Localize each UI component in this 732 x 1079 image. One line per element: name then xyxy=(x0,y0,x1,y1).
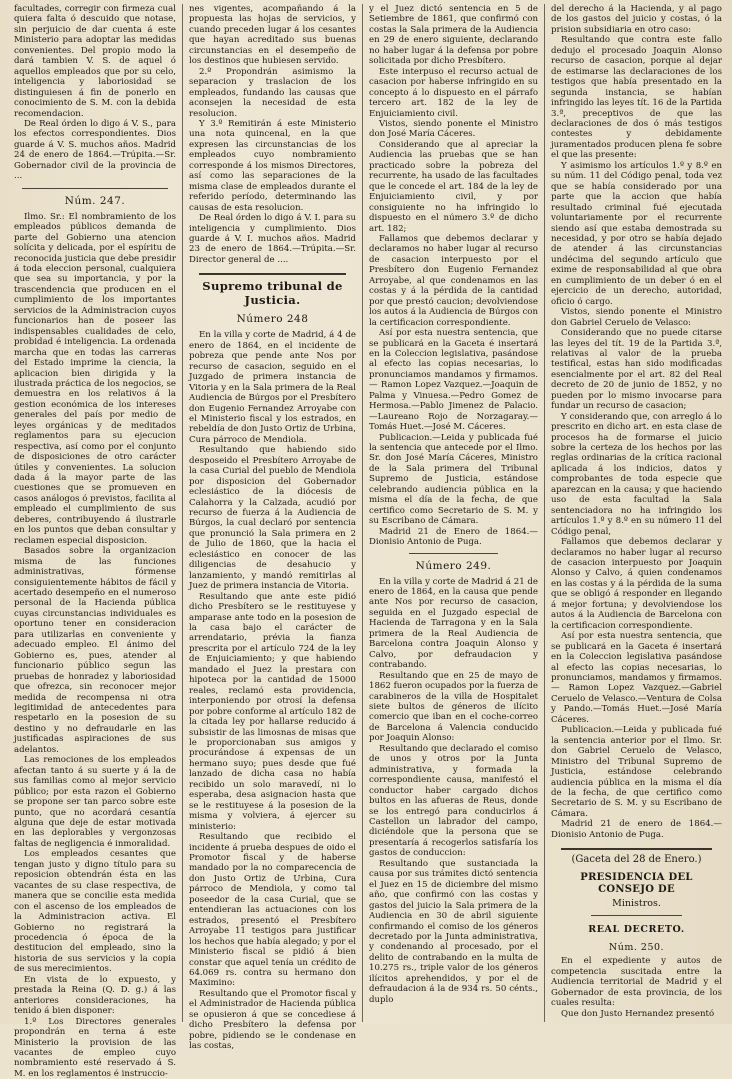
article-paragraph: De Real órden lo digo á V. S., para los efectos correspondientes. Dios guarde á V. S. muchos años. Madrid 24 de enero de 1864.—Trúpita.—Sr. Gobernador civil de la provincia de ... xyxy=(14,118,176,182)
article-paragraph: Así por esta nuestra sentencia, que se publicará en la Gaceta é insertará en la Coleccion legislativa, pasándose al efecto las copias necesarias, lo pronunciamos mandamos y firmamos.— Ramon Lopez Vazquez.—Joaquin de Palma y Vinuesa.—Pedro Gomez de Hermosa.—Pablo Jimenez de Palacio.—Laureano Rojo de Norzagaray.—Tomás Huet.—José M. Cáceres. xyxy=(369,328,538,433)
article-paragraph: Publicacion.—Leida y publicada fué la sentencia anterior por el Ilmo. Sr. don Gabriel Ceruelo de Velasco, Ministro del Tribunal Supremo de Justicia, estándose celebrando audiencia pública en la misma el día de la fecha, de que certifico como Secretario de S. M. y su Escribano de Cámara. xyxy=(551,725,722,819)
article-paragraph: Madrid 21 de enero de 1864.— Dionisio Antonio de Puga. xyxy=(551,819,722,840)
article-paragraph: Resultando que en 25 de mayo de 1862 fueron ocupados por la fuerza de carabineros de la villa de Hospitalet siete bultos de géneros de ilícito comercio que iban en el coche-correo de Barcelona á Valencia conducido por Joaquin Alonso: xyxy=(369,670,538,744)
article-paragraph: De Real órden lo digo á V. I. para su inteligencia y cumplimiento. Dios guarde á V. I. muchos años. Madrid 23 de enero de 1864.—Trúpita.—Sr. Director general de .... xyxy=(189,213,356,265)
column-divider-rule xyxy=(22,188,168,189)
article-paragraph: Considerando que no puede citarse las leyes del tít. 19 de la Partida 3.ª, relativas al valor de la prueba testifical, estas han sido modificadas esencialmente por el art. 82 del Real decreto de 20 de junio de 1852, y no pueden por lo mismo invocarse para fundar un recurso de casacion; xyxy=(551,328,722,412)
decree-number-heading: Número 248 xyxy=(236,313,309,326)
article-paragraph: Basados sobre la organizacion misma de las funciones administrativas, fórmense consiguientemente hábitos de fácil y acertado desempeño en el numeroso personal de la Hacienda pública cuyas circunstancias individuales es oportuno tener en consideracion para utilizarlas en conveniente y adecuado empleo. El ánimo del Gobierno es, pues, atender al funcionario público segun las pruebas de honradez y laboriosidad que ofrezca, sin reconocer mejor medida de recompensa ni otra legitimidad de antecedentes para respetarlo en la posesion de su destino y no defraudarle en las justificadas aspiraciones de sus adelantos. xyxy=(14,546,176,755)
article-paragraph: Resultando que habiendo sido desposeido el Presbítero Arroyabe de la casa Curial del pueblo de Mendiola por disposicion del Gobernador eclesiástico de la diócesis de Calahorra y la Calzada, acudió por recurso de fuerza á la Audiencia de Búrgos, la cual declaró por sentencia que pronunció la Sala primera en 2 de Julio de 1860, que la hacia el eclesiástico en conocer de las diligencias de desahucio y lanzamiento, y mandó remitirlas al Juez de primera instancia de Vitoria. xyxy=(189,445,356,592)
article-paragraph: En el expediente y autos de competencia suscitada entre la Audiencia territorial de Madrid y el Gobernador de esta provincia, de los cuales resulta: xyxy=(551,956,722,1009)
article-paragraph: Resultando que declarado el comiso de unos y otros por la Junta administrativa, y formada la correspondiente causa, manifestó el conductor haber cargado dichos bultos en las afueras de Reus, donde se los entregó para conducirlos á Castellon un labrador del campo, diciéndole que la persona que se presentaría á recogerlos satisfaría los gastos de conduccion: xyxy=(369,743,538,859)
article-paragraph: y el Juez dictó sentencia en 5 de Setiembre de 1861, que confirmó con costas la Sala primera de la Audiencia en 29 de enero siguiente, declarando no haber lugar á la defensa por pobre solicitada por dicho Presbítero. xyxy=(369,4,538,67)
article-paragraph: Vistos, siendo ponente el Ministro don Gabriel Ceruelo de Velasco: xyxy=(551,307,722,328)
article-paragraph: Y 3.º Remitirán á este Ministerio una nota quincenal, en la que expresen las circunstancias de los empleados cuyo nombramiento corresponde á los mismos Directores, así como las separaciones de la misma clase de empleados durante el referido período, determinando las causas de esta resolucion. xyxy=(189,118,356,213)
article-paragraph: facultades, corregir con firmeza cual quiera falta ó descuido que notase, sin perjuicio de dar cuenta á este Ministerio para adoptar las medidas convenientes. Del propio modo la dará tambien V. S. de aquel ó aquellos empleados que por su celo, inteligencia y laboriosidad se distinguiesen á fin de ponerlo en conocimiento de S. M. con la debida recomendacion. xyxy=(14,4,176,119)
article-paragraph: Vistos, siendo ponente el Ministro don José María Cáceres. xyxy=(369,118,538,140)
article-paragraph: Madrid 21 de Enero de 1864.— Dionisio Antonio de Puga. xyxy=(369,526,538,548)
article-paragraph: Así por esta nuestra sentencia, que se publicará en la Gaceta é insertará en la Coleccion legislativa pasándose al efecto las copias necesarias, lo pronunciamos, mandamos y firmamos.— Ramon Lopez Vazquez.—Gabriel Ceruelo de Velasco.—Ventura de Colsa y Pando.—Tomás Huet.—José María Cáceres. xyxy=(551,631,722,725)
article-paragraph: nes vigentes, acompañando á la propuesta las hojas de servicios, y cuando preceden lugar á los cesantes que hayan acreditado sus buenas circunstancias en el desempeño de los destinos que hubiesen servido. xyxy=(189,4,356,67)
article-paragraph: Considerando que al apreciar la Audiencia las pruebas que se han practicado sobre la pobreza del recurrente, ha usado de las facultades que le concede el art. 184 de la ley de Enjuiciamiento civil, y por consiguiente no ha infringido lo dispuesto en el número 3.º de dicho art. 182; xyxy=(369,139,538,234)
decree-number-heading: Número 249. xyxy=(415,559,492,572)
decree-number-heading: Núm. 250. xyxy=(608,942,665,954)
article-paragraph: Ilmo. Sr.: El nombramiento de los empleados públicos demanda de parte del Gobierno una atencion solícita y delicada, por el espíritu de reconocida justicia que debe presidir á toda eleccion personal, cualquiera que sea su importancia, y por la trascendencia que producen en el cumplimiento de los importantes servicios de la Administracion cuyos funcionarios han de poseer las indispensables cualidades de celo, probidad é inteligencia. La ordenada marcha que en todas las carreras del Estado imprime la ciencia, la aplicacion bien dirigida y la ilustrada práctica de los negocios, se demuestra en los relativos á la gestion económica de los intereses generales del país por medio de leyes orgánicas y de meditados reglamentos para su ejecucion respectiva, así como por el conjunto de disposiciones de otro carácter útiles y convenientes. La solucion dada á la mayor parte de las cuestiones que se promueven en casos análogos ó previstos, facilita al empleado el cumplimiento de sus deberes, contribuyendo á ilustrarle en los puntos que deban consultar y reclamen especial disposicion. xyxy=(14,211,177,546)
column-divider-rule xyxy=(199,273,346,275)
presidency-subheading: Ministros. xyxy=(612,898,661,910)
gaceta-date-line: (Gaceta del 28 de Enero.) xyxy=(571,854,702,866)
article-paragraph: Y asimismo los artículos 1.º y 8.º en su núm. 11 del Código penal, toda vez que se había considerado por una parte que la accion que había resultado criminal fué ejecutada voluntariamente por el recurrente siendo así que estaba demostrada su necesidad, y por otro se había dejado de atender á las circunstancias undécima del segundo artículo que exime de responsabilidad al que obra en cumplimiento de un deber ó en el ejercicio de un derecho, autoridad, oficio ó cargo. xyxy=(551,160,722,307)
article-paragraph: Publicacion.—Leida y publicada fué la sentencia que antecede por el Ilmo. Sr. don José María Cáceres, Ministro de la Sala primera del Tribunal Supremo de Justicia, estándose celebrando audiencia pública en la misma el día de la fecha, de que certifico como Secretario de S. M. y su Escribano de Cámara. xyxy=(369,432,538,527)
column-4 xyxy=(544,4,728,1022)
article-paragraph: Que don Justo Hernandez presentó xyxy=(561,1008,715,1019)
column-divider-rule xyxy=(561,848,712,850)
presidency-heading: PRESIDENCIA DEL CONSEJO DE xyxy=(580,872,693,896)
article-paragraph: 2.º Propondrán asimismo la separacion y traslacion de los empleados, fundando las causas que aconsejen la necesidad de esta resolucion. xyxy=(189,66,356,119)
column-2 xyxy=(182,4,362,1052)
article-paragraph: Fallamos que debemos declarar y declaramos no haber lugar al recurso de casacion interpuesto por Joaquin Alonso y Calvo, á quien condenamos en las costas y á la pérdida de la suma que se obligó á responder en llegando á mejor fortuna; y devolviendose los autos á la Audiencia de Barcelona con la certificacion correspondiente. xyxy=(551,537,722,631)
article-paragraph: En vista de lo expuesto, y prestada la Reina (Q. D. g.) á las anteriores consideraciones, ha tenido á bien disponer: xyxy=(14,974,176,1017)
article-paragraph: 1.º Los Directores generales propondrán en terna á este Ministerio la provision de las vacantes de empleo cuyo nombramiento esté reservado á S. M. en los reglamentos é instruccio- xyxy=(14,1016,176,1079)
article-paragraph: Y considerando que, con arreglo á lo prescrito en dicho art. en esta clase de procesos ha de formarse el juicio sobre la certeza de los hechos por las reglas ordinarias de la crítica racional aplicada á los indicios, datos y comprobantes de toda especie que aparezcan en la causa; y que haciendo uso de esta facultad la Sala sentenciadora no ha infringido los artículos 1.º y 8.º en su número 11 del Código penal, xyxy=(551,411,722,537)
article-paragraph: Resultando que recibido el incidente á prueba despues de oido el Promotor fiscal y de haberse mandado por la no comparecencia de don Justo Ortiz de Urbina, Cura párroco de Mendiola, y como tal poseedor de la casa Curial, que se entendieran las actuaciones con los estrados, presentó el Presbítero Arroyabe 11 testigos para justificar los hechos que había alegado; y por el Ministerio fiscal se pidió á bien constar que aquel tenía un crédito de 64.069 rs. contra su hermano don Maximino: xyxy=(189,832,356,989)
article-paragraph: Resultando que contra este fallo dedujo el procesado Joaquin Alonso recurso de casacion, porque al dejar de estimarse las declaraciones de los testigos que había presentado en la segunda instancia, se habían infringido las leyes tít. 16 de la Partida 3.ª, preceptivos de que las declaraciones de dos ó más testigos contestes y debidamente juramentados producen plena fe sobre el que las presente: xyxy=(551,35,722,161)
article-paragraph: En la villa y corte de Madrid, á 4 de enero de 1864, en el incidente de pobreza que pende ante Nos por recurso de casacion, seguido en el Juzgado de primera instancia de Vitoria y en la Sala primera de la Real Audiencia de Búrgos por el Presbítero don Eugenio Fernandez Arroyabe con el Ministerio fiscal y los estrados, en rebeldía de don Justo Ortiz de Urbina, Cura párroco de Mendiola. xyxy=(189,330,356,445)
article-paragraph: Este interpuso el recurso actual de casacion por haberse infringido en su concepto á lo dispuesto en el párrafo tercero art. 182 de la ley de Enjuiciamiento civil. xyxy=(369,66,538,119)
column-1 xyxy=(8,4,182,1079)
column-3 xyxy=(362,4,544,1022)
article-paragraph: Resultando que sustanciada la causa por sus trámites dictó sentencia el Juez en 15 de diciembre del mismo año, que confirmó con las costas y gastos del juicio la Sala primera de la Audiencia en 30 de abril siguiente confirmando el comiso de los géneros decretado por la Junta administrativa, y condenando al procesado, por el delito de contrabando en la multa de 10.275 rs., triple valor de los géneros ilícitos aprehendidos, y por el de defraudacion á la de 934 rs. 50 cénts., duplo xyxy=(369,858,538,1005)
decree-number-heading: Núm. 247. xyxy=(64,194,126,207)
article-paragraph: Resultando que el Promotor fiscal y el Administrador de Hacienda pública se opusieron á que se concediese á dicho Presbítero la defensa por pobre, pidiendo se le condenase en las costas, xyxy=(189,988,356,1052)
column-divider-rule xyxy=(591,915,682,916)
article-paragraph: Fallamos que debemos declarar y declaramos no haber lugar al recurso de casacion interpuesto por el Presbítero don Eugenio Fernandez Arroyabe, al que condenamos en las costas y á la pérdida de la cantidad por que prestó caucion; devolviendose los autos á la Audiencia de Búrgos con la certificacion correspondiente. xyxy=(369,233,538,328)
article-paragraph: En la villa y corte de Madrid á 21 de enero de 1864, en la causa que pende ante Nos por recurso de casacion, seguida en el Juzgado especial de Hacienda de Tarragona y en la Sala primera de la Real Audiencia de Barcelona contra Joaquin Alonso y Calvo, por defraudacion y contrabando. xyxy=(369,576,538,671)
column-divider-rule xyxy=(409,553,498,554)
article-paragraph: del derecho á la Hacienda, y al pago de los gastos del juicio y costas, ó la prision subsidiaria en otro caso: xyxy=(551,4,722,35)
article-paragraph: Las remociones de los empleados afectan tanto á su suerte y á la de sus familias como al mejor servicio público; por esta razon el Gobierno se propone ser tan parco sobre este punto, que no acordará cesantía alguna que deje de estar motivada en las deplorables y vergonzosas faltas de negligencia é inmoralidad. xyxy=(14,755,176,849)
article-paragraph: Resultando que ante este pidió dicho Presbítero se le restituyese y amparase ante todo en la posesion de la casa bajo el carácter de arrendatario, prévia la fianza prescrita por el artículo 724 de la ley de Enjuiciamiento; y que habiendo mandado el Juez la prestara con hipoteca por la cantidad de 15000 reales, reclamó esta providencia, interponiendo por otrosí la defensa por pobre conforme al artículo 182 de la citada ley por hallarse reducido á subsistir de las limosnas de misas que le proporcionaban sus amigos y procurándose á expensas de un hermano suyo; pues desde que fué lanzado de dicha casa no había recibido un solo maravedí, ni lo esperaba, desa asignacion hasta que se le restituyese á la posesion de la misma y volviera, á ejercer su ministerio: xyxy=(189,591,356,832)
article-paragraph: Los empleados cesantes que tengan justo y digno título para su reposicion obtendrán ésta en las vacantes de su clase respectiva, de manera que se concilie esta medida con el ascenso de los empleados de la Administracion activa. El Gobierno no registrará la procedencia ó época de la destitucion del empleado, sino la historia de sus servicios y la copia de sus merecimientos. xyxy=(14,849,176,975)
royal-decree-heading: REAL DECRETO. xyxy=(588,924,685,936)
section-title: Supremo tribunal de Justicia. xyxy=(202,279,343,308)
